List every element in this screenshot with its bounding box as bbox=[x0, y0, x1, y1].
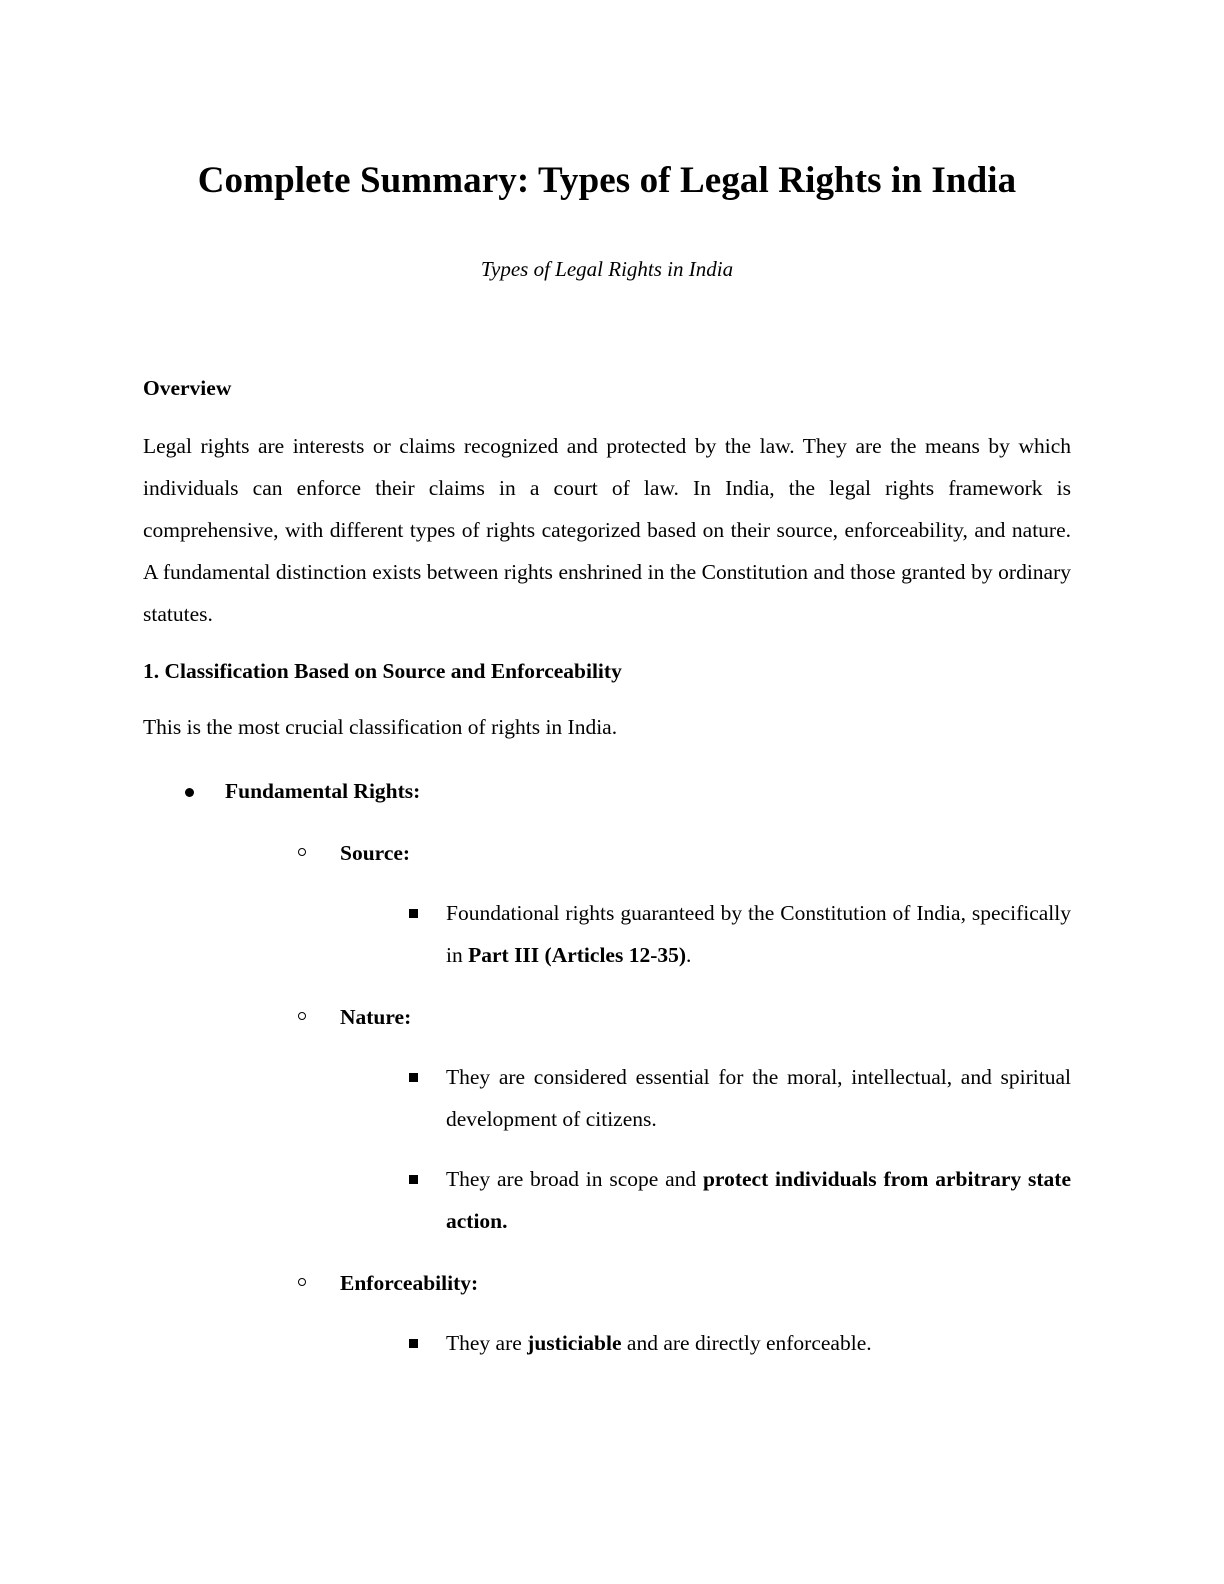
list-item-source-detail bbox=[409, 892, 1071, 976]
list-item-text bbox=[446, 892, 1071, 976]
text-run: They are broad in scope and bbox=[446, 1166, 703, 1191]
list-item-label: Source: bbox=[340, 840, 411, 865]
list-item-nature-detail bbox=[409, 1158, 1071, 1242]
spacer bbox=[143, 403, 1071, 425]
list-item-enforceability bbox=[298, 1262, 1071, 1364]
document-content bbox=[143, 0, 1071, 1364]
spacer bbox=[143, 635, 1071, 657]
text-run-bold: protect individuals from arbitrary state action. bbox=[446, 1166, 1071, 1233]
rights-list-level-3 bbox=[409, 1056, 1071, 1242]
document-title: Complete Summary: Types of Legal Rights in India bbox=[197, 160, 1017, 201]
list-item-source bbox=[298, 832, 1071, 976]
spacer bbox=[143, 748, 1071, 770]
list-item-nature bbox=[298, 996, 1071, 1242]
paragraph-classification: This is the most crucial classification of rights in India. bbox=[143, 714, 618, 739]
list-item-enforceability-detail bbox=[409, 1322, 1071, 1364]
spacer-title-to-body bbox=[143, 284, 1071, 374]
heading-overview: Overview bbox=[143, 375, 232, 400]
list-item-fundamental-rights bbox=[185, 770, 1071, 1364]
list-item-label: Fundamental Rights: bbox=[225, 778, 421, 803]
list-item-text bbox=[446, 1158, 1071, 1242]
list-item-nature-detail bbox=[409, 1056, 1071, 1140]
list-item-text bbox=[446, 1322, 1071, 1364]
rights-list-level-2 bbox=[298, 832, 1071, 1364]
list-item-label: Enforceability: bbox=[340, 1270, 479, 1295]
rights-list-level-3 bbox=[409, 892, 1071, 976]
spacer bbox=[143, 686, 1071, 706]
rights-list-level-3 bbox=[409, 1322, 1071, 1364]
text-run: Foundational rights guaranteed by the Constitution of India, specifically in bbox=[446, 900, 1071, 967]
text-run-bold: Part III (Articles 12-35) bbox=[468, 942, 687, 967]
rights-list-level-1 bbox=[143, 770, 1071, 1364]
list-item-text: They are considered essential for the moral, intellectual, and spiritual development of citizens. bbox=[446, 1064, 1071, 1131]
text-run: They are bbox=[446, 1330, 528, 1355]
text-run: . bbox=[686, 942, 692, 967]
list-item-label: Nature: bbox=[340, 1004, 412, 1029]
text-run: and are directly enforceable. bbox=[621, 1330, 872, 1355]
heading-classification: 1. Classification Based on Source and Enforceability bbox=[143, 658, 622, 683]
text-run-bold: justiciable bbox=[527, 1330, 622, 1355]
document-subtitle: Types of Legal Rights in India bbox=[480, 257, 734, 282]
paragraph-overview: Legal rights are interests or claims recognized and protected by the law. They are the means by which individuals can enforce their claims in a court of law. In India, the legal rights framework is comprehensive, with different types of rights categorized based on their source, enforceability, and nature. A fundamental distinction exists between rights enshrined in the Constitution and those granted by ordinary statutes. bbox=[143, 433, 1071, 626]
